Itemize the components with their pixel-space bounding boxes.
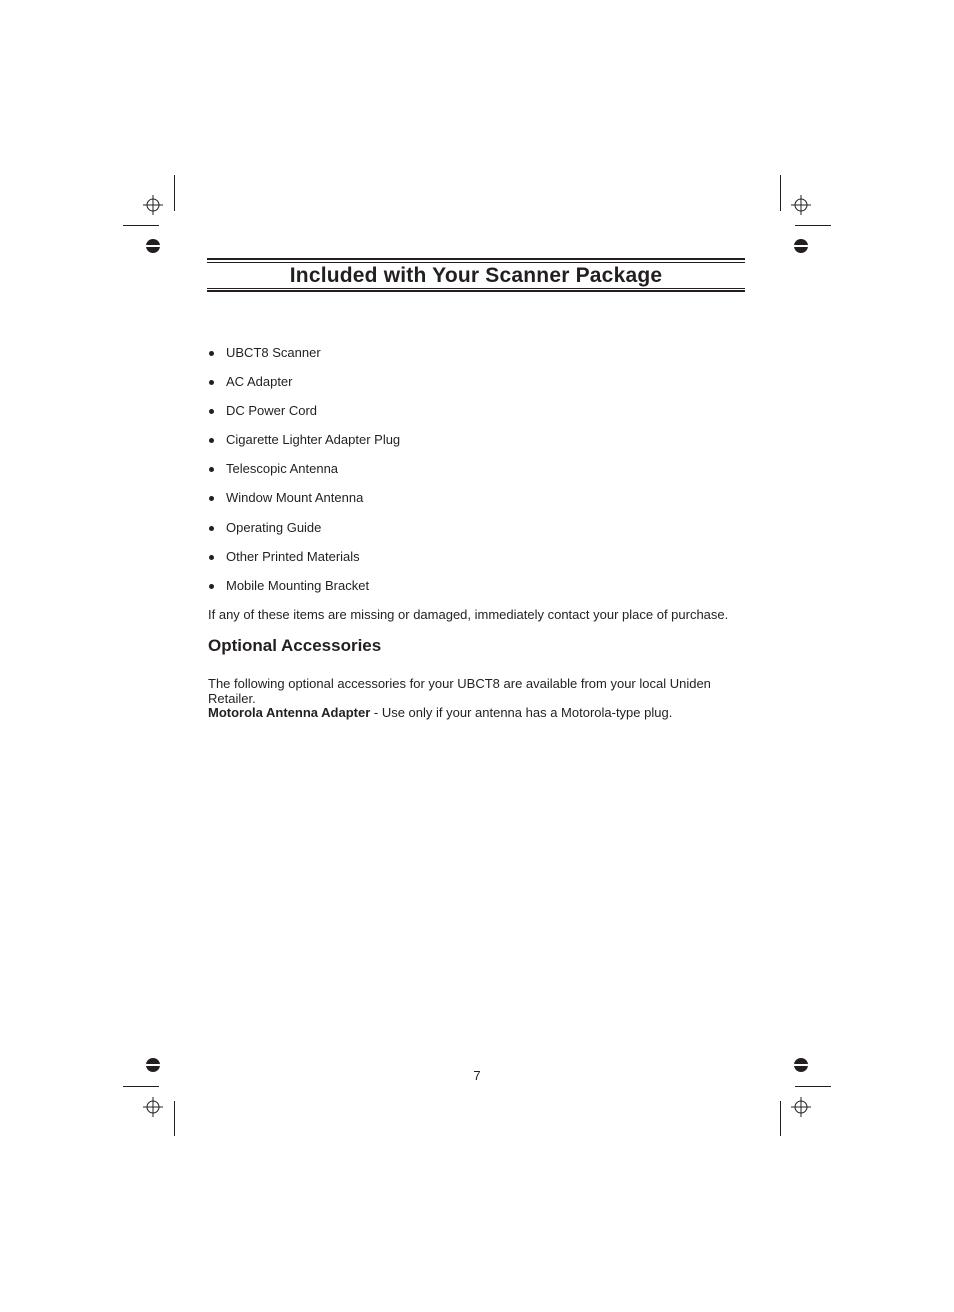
accessory-description: - Use only if your antenna has a Motorola-type plug. — [370, 705, 673, 720]
accessory-entry — [208, 706, 672, 721]
crop-mark-top-right-horizontal — [795, 225, 831, 226]
list-item-label: Operating Guide — [226, 519, 322, 535]
list-item-label: Telescopic Antenna — [226, 461, 339, 477]
crop-mark-top-left-vertical — [174, 175, 175, 211]
package-contents-list — [208, 344, 400, 606]
crop-mark-bottom-right-horizontal — [795, 1086, 831, 1087]
bullet-icon — [209, 380, 214, 385]
optional-accessories-intro: The following optional accessories for your UBCT8 are available from your local Uniden Retailer. — [208, 676, 711, 706]
title-rule-top — [207, 258, 745, 260]
list-item-label: DC Power Cord — [226, 403, 318, 419]
bullet-icon — [209, 584, 214, 589]
list-item — [208, 373, 400, 402]
registration-crosshair-icon — [143, 1097, 163, 1117]
page-number: 7 — [473, 1068, 481, 1083]
title-rule-bottom-thin — [207, 288, 745, 289]
list-item — [208, 460, 400, 489]
list-item — [208, 519, 400, 548]
list-item — [208, 489, 400, 518]
bullet-icon — [209, 409, 214, 414]
registration-crosshair-icon — [143, 195, 163, 215]
bullet-icon — [209, 467, 214, 472]
registration-dot-icon — [794, 239, 808, 253]
bullet-icon — [209, 438, 214, 443]
list-item-label: Window Mount Antenna — [226, 490, 364, 506]
optional-accessories-heading: Optional Accessories — [208, 636, 382, 655]
registration-dot-icon — [146, 239, 160, 253]
list-item — [208, 344, 400, 373]
title-rule-bottom — [207, 290, 745, 292]
list-item-label: UBCT8 Scanner — [226, 345, 321, 360]
list-item-label: Cigarette Lighter Adapter Plug — [226, 432, 401, 448]
missing-items-notice: If any of these items are missing or damaged, immediately contact your place of purchase. — [208, 607, 729, 622]
list-item — [208, 577, 400, 606]
bullet-icon — [209, 526, 214, 531]
bullet-icon — [209, 496, 214, 501]
list-item — [208, 431, 400, 460]
accessory-name: Motorola Antenna Adapter — [208, 705, 371, 720]
bullet-icon — [209, 351, 214, 356]
list-item — [208, 548, 400, 577]
crop-mark-bottom-left-horizontal — [123, 1086, 159, 1087]
list-item — [208, 402, 400, 431]
crop-mark-top-right-vertical — [780, 175, 781, 211]
list-item-label: AC Adapter — [226, 374, 293, 390]
page-title: Included with Your Scanner Package — [289, 264, 663, 287]
crop-mark-bottom-left-vertical — [174, 1101, 175, 1136]
bullet-icon — [209, 555, 214, 560]
registration-crosshair-icon — [791, 1097, 811, 1117]
registration-crosshair-icon — [791, 195, 811, 215]
list-item-label: Mobile Mounting Bracket — [226, 577, 370, 593]
list-item-label: Other Printed Materials — [226, 548, 360, 564]
crop-mark-top-left-horizontal — [123, 225, 159, 226]
crop-mark-bottom-right-vertical — [780, 1101, 781, 1136]
